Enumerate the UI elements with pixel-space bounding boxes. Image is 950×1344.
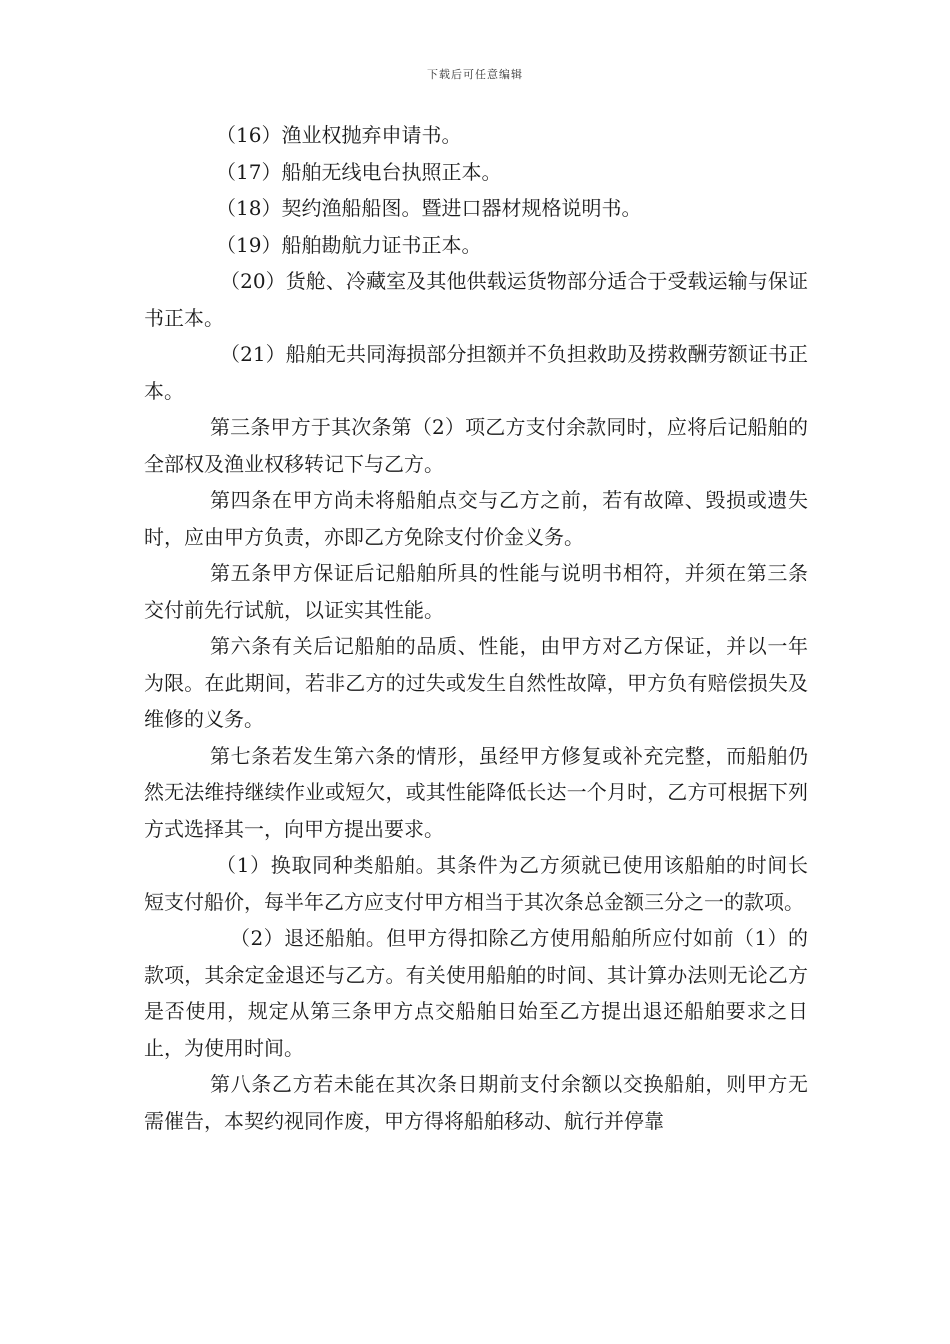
- article-6: 第六条有关后记船舶的品质、性能，由甲方对乙方保证，并以一年为限。在此期间，若非乙方的过失或发生自然性故障，甲方负有赔偿损失及维修的义务。: [144, 634, 808, 731]
- list-item-20: （20）货舱、冷藏室及其他供载运货物部分适合于受载运输与保证书正本。: [144, 269, 808, 330]
- list-item-19: （19）船舶勘航力证书正本。: [216, 232, 482, 257]
- article-3: 第三条甲方于其次条第（2）项乙方支付余款同时，应将后记船舶的全部权及渔业权移转记下与乙方。: [144, 415, 808, 476]
- article-5: 第五条甲方保证后记船舶所具的性能与说明书相符，并须在第三条交付前先行试航，以证实其性能。: [144, 561, 808, 622]
- article-4: 第四条在甲方尚未将船舶点交与乙方之前，若有故障、毁损或遗失时，应由甲方负责，亦即乙方免除支付价金义务。: [144, 488, 808, 549]
- option-1: （1）换取同种类船舶。其条件为乙方须就已使用该船舶的时间长短支付船价，每半年乙方应支付甲方相当于其次条总金额三分之一的款项。: [144, 853, 808, 914]
- document-body: [144, 117, 808, 1139]
- option-2: （2）退还船舶。但甲方得扣除乙方使用船舶所应付如前（1）的款项，其余定金退还与乙方。有关使用船舶的时间、其计算办法则无论乙方是否使用，规定从第三条甲方点交船舶日始至乙方提出退还船舶要求之日止，为使用时间。: [144, 926, 808, 1060]
- list-item-18: （18）契约渔船船图。暨进口器材规格说明书。: [216, 196, 642, 220]
- article-7: 第七条若发生第六条的情形，虽经甲方修复或补充完整，而船舶仍然无法维持继续作业或短欠，或其性能降低长达一个月时，乙方可根据下列方式选择其一，向甲方提出要求。: [144, 743, 808, 841]
- article-8: 第八条乙方若未能在其次条日期前支付余额以交换船舶，则甲方无需催告，本契约视同作废，甲方得将船舶移动、航行并停靠: [144, 1072, 808, 1133]
- list-item-17: （17）船舶无线电台执照正本。: [216, 159, 502, 184]
- page-header: 下载后可任意编辑: [427, 68, 523, 81]
- list-item-21: （21）船舶无共同海损部分担额并不负担救助及捞救酬劳额证书正本。: [144, 342, 808, 403]
- list-item-16: （16）渔业权抛弃申请书。: [216, 123, 462, 147]
